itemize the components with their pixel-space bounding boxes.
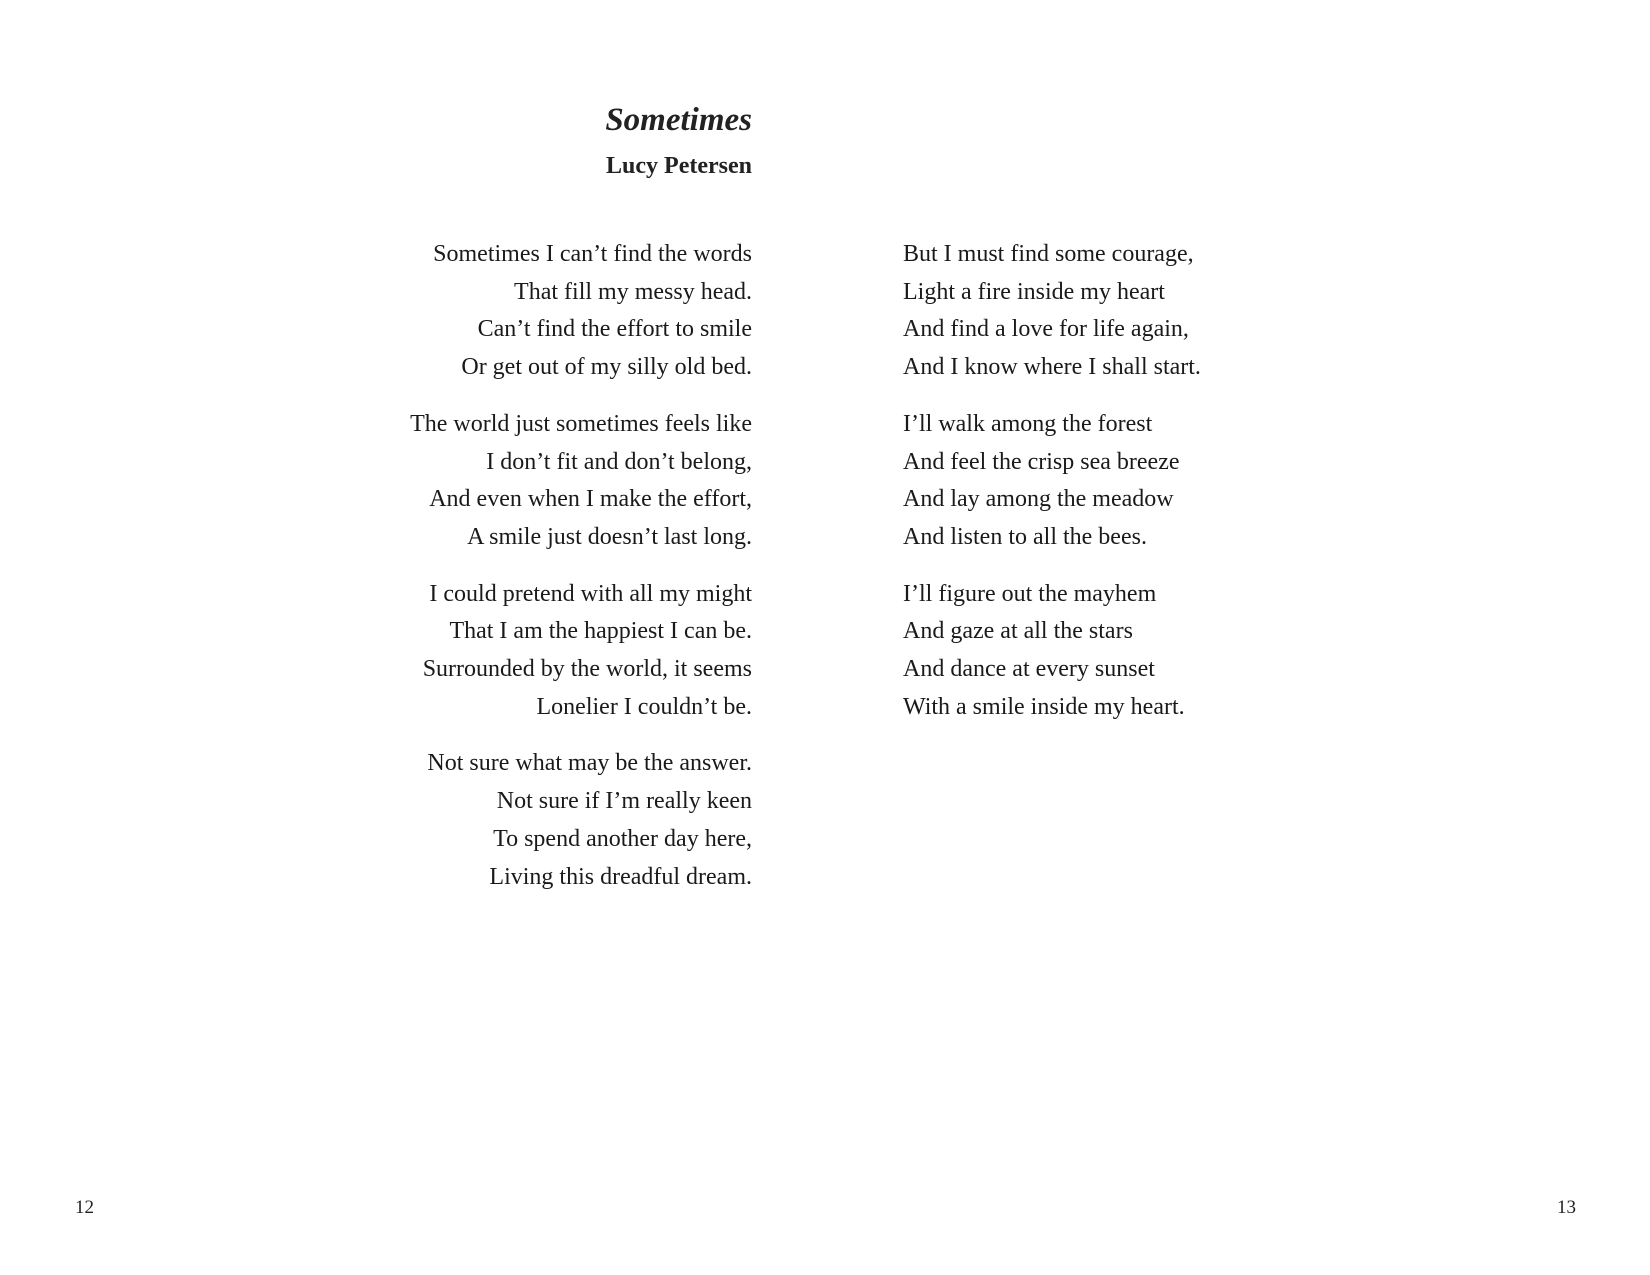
poem-line: Not sure what may be the answer. [427,750,752,777]
poem-line: But I must find some courage, [903,241,1194,267]
poem-line: Or get out of my silly old bed. [461,354,752,381]
stanza [903,236,1323,387]
poem-line: Living this dreadful dream. [489,863,752,890]
poem-line: Can’t find the effort to smile [477,316,752,343]
poem-line: I don’t fit and don’t belong, [486,448,752,475]
poem-line: And listen to all the bees. [903,523,1147,550]
poem-line: With a smile inside my heart. [903,693,1185,720]
poem-line: And lay among the meadow [903,486,1174,513]
left-column [332,236,752,915]
poem-line: And I know where I shall start. [903,354,1201,381]
poem-author: Lucy Petersen [606,153,752,179]
stanza [332,576,752,727]
poem-line: The world just sometimes feels like [410,410,752,437]
stanza [332,236,752,387]
poem-line: A smile just doesn’t last long. [467,523,752,550]
poem-line: Lonelier I couldn’t be. [536,693,752,720]
stanza [903,406,1323,557]
right-column [903,236,1323,745]
stanza [332,406,752,557]
page-number-left: 12 [75,1197,94,1218]
poem-line: And find a love for life again, [903,316,1189,343]
poem-title: Sometimes [605,102,752,138]
poem-line: I’ll figure out the mayhem [903,580,1157,607]
poem-line: Sometimes I can’t find the words [433,241,752,267]
stanza [903,576,1323,727]
poem-line: That fill my messy head. [514,278,752,305]
poem-line: Surrounded by the world, it seems [422,656,752,683]
poem-line: And dance at every sunset [903,656,1155,683]
poem-line: And gaze at all the stars [903,618,1133,645]
poem-line: That I am the happiest I can be. [449,618,752,645]
poem-line: Not sure if I’m really keen [496,788,752,815]
stanza [332,745,752,896]
poem-line: To spend another day here, [493,825,752,852]
poem-line: Light a fire inside my heart [903,278,1165,305]
poem-line: I’ll walk among the forest [903,410,1153,437]
poem-line: And even when I make the effort, [429,486,752,513]
poem-line: I could pretend with all my might [429,580,752,607]
poem-line: And feel the crisp sea breeze [903,448,1180,475]
page-number-right: 13 [1557,1197,1576,1218]
